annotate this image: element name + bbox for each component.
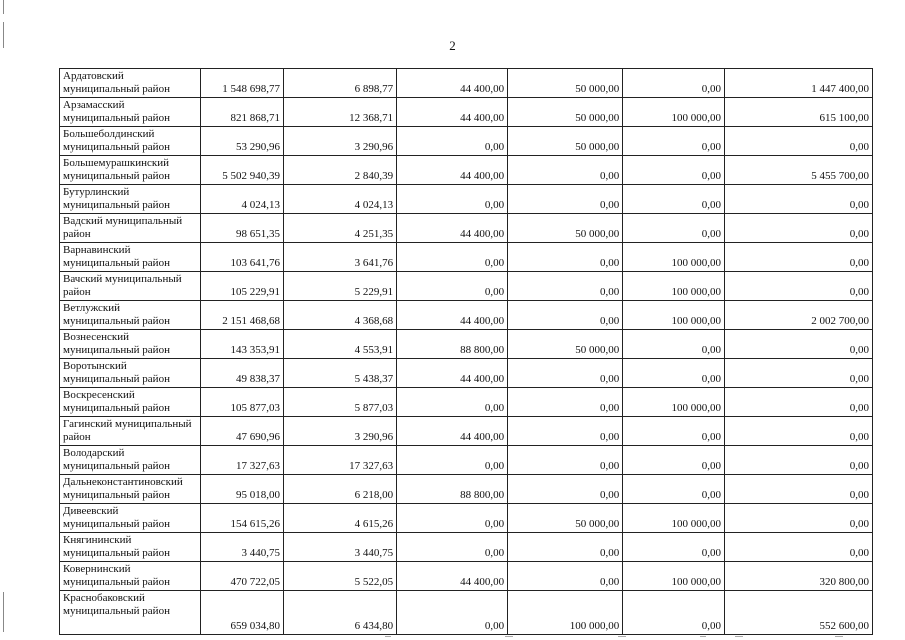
amount-cell-col-3: 44 400,00 [397,359,508,388]
amount-cell-col-3: 44 400,00 [397,301,508,330]
table-row [60,214,873,243]
district-name-cell: Дальнеконстантиновский муниципальный район [60,475,201,504]
table-row [60,301,873,330]
amount-cell-col-4: 100 000,00 [508,591,623,635]
amount-cell-col-1: 154 615,26 [200,504,283,533]
amount-cell-col-5: 100 000,00 [623,243,725,272]
amount-cell-col-3: 0,00 [397,272,508,301]
amount-cell-col-1: 5 502 940,39 [200,156,283,185]
district-name-cell: Вознесенский муниципальный район [60,330,201,359]
amount-cell-col-4: 0,00 [508,301,623,330]
amount-cell-col-5: 0,00 [623,475,725,504]
amount-cell-col-6: 615 100,00 [724,98,872,127]
district-name-cell: Ветлужский муниципальный район [60,301,201,330]
table-row [60,591,873,635]
amount-cell-col-3: 44 400,00 [397,98,508,127]
amount-cell-col-2: 5 522,05 [284,562,397,591]
amount-cell-col-5: 0,00 [623,417,725,446]
amount-cell-col-4: 0,00 [508,562,623,591]
amount-cell-col-2: 4 024,13 [284,185,397,214]
amount-cell-col-2: 4 251,35 [284,214,397,243]
district-name-cell: Ардатовский муниципальный район [60,69,201,98]
amount-cell-col-2: 6 898,77 [284,69,397,98]
amount-cell-col-1: 49 838,37 [200,359,283,388]
amount-cell-col-3: 0,00 [397,185,508,214]
amount-cell-col-1: 47 690,96 [200,417,283,446]
amount-cell-col-4: 0,00 [508,446,623,475]
amount-cell-col-6: 0,00 [724,243,872,272]
amount-cell-col-1: 105 229,91 [200,272,283,301]
table-row [60,388,873,417]
amount-cell-col-2: 4 615,26 [284,504,397,533]
district-name-cell: Дивеевский муниципальный район [60,504,201,533]
amount-cell-col-2: 5 877,03 [284,388,397,417]
amount-cell-col-3: 44 400,00 [397,156,508,185]
table-row [60,533,873,562]
amount-cell-col-2: 4 553,91 [284,330,397,359]
district-name-cell: Бутурлинский муниципальный район [60,185,201,214]
amount-cell-col-5: 100 000,00 [623,388,725,417]
budget-table-body [60,69,873,635]
amount-cell-col-1: 4 024,13 [200,185,283,214]
amount-cell-col-2: 5 229,91 [284,272,397,301]
amount-cell-col-4: 0,00 [508,156,623,185]
amount-cell-col-3: 88 800,00 [397,330,508,359]
amount-cell-col-3: 0,00 [397,591,508,635]
amount-cell-col-2: 3 290,96 [284,127,397,156]
amount-cell-col-3: 0,00 [397,127,508,156]
amount-cell-col-2: 3 440,75 [284,533,397,562]
amount-cell-col-6: 0,00 [724,330,872,359]
amount-cell-col-5: 0,00 [623,359,725,388]
district-name-cell: Варнавинский муниципальный район [60,243,201,272]
table-row [60,69,873,98]
amount-cell-col-4: 50 000,00 [508,69,623,98]
table-row [60,359,873,388]
page-number: 2 [449,38,456,53]
amount-cell-col-6: 0,00 [724,533,872,562]
amount-cell-col-4: 0,00 [508,272,623,301]
amount-cell-col-5: 100 000,00 [623,98,725,127]
table-row [60,272,873,301]
amount-cell-col-1: 95 018,00 [200,475,283,504]
amount-cell-col-1: 1 548 698,77 [200,69,283,98]
amount-cell-col-2: 17 327,63 [284,446,397,475]
district-name-cell: Арзамасский муниципальный район [60,98,201,127]
amount-cell-col-1: 659 034,80 [200,591,283,635]
amount-cell-col-1: 2 151 468,68 [200,301,283,330]
district-name-cell: Большеболдинский муниципальный район [60,127,201,156]
amount-cell-col-4: 0,00 [508,533,623,562]
amount-cell-col-6: 0,00 [724,388,872,417]
bottom-scan-marks [0,632,905,640]
amount-cell-col-1: 821 868,71 [200,98,283,127]
amount-cell-col-4: 50 000,00 [508,98,623,127]
amount-cell-col-6: 0,00 [724,127,872,156]
amount-cell-col-5: 100 000,00 [623,272,725,301]
amount-cell-col-5: 100 000,00 [623,301,725,330]
table-row [60,243,873,272]
district-name-cell: Володарский муниципальный район [60,446,201,475]
amount-cell-col-4: 0,00 [508,359,623,388]
amount-cell-col-2: 6 434,80 [284,591,397,635]
amount-cell-col-4: 0,00 [508,475,623,504]
table-row [60,98,873,127]
amount-cell-col-6: 0,00 [724,504,872,533]
table-row [60,562,873,591]
amount-cell-col-6: 0,00 [724,417,872,446]
amount-cell-col-6: 0,00 [724,475,872,504]
amount-cell-col-3: 44 400,00 [397,214,508,243]
amount-cell-col-6: 320 800,00 [724,562,872,591]
amount-cell-col-5: 0,00 [623,591,725,635]
amount-cell-col-4: 50 000,00 [508,127,623,156]
table-row [60,156,873,185]
amount-cell-col-5: 0,00 [623,214,725,243]
amount-cell-col-2: 5 438,37 [284,359,397,388]
amount-cell-col-6: 5 455 700,00 [724,156,872,185]
district-name-cell: Воскресенский муниципальный район [60,388,201,417]
amount-cell-col-3: 0,00 [397,388,508,417]
amount-cell-col-1: 3 440,75 [200,533,283,562]
amount-cell-col-6: 552 600,00 [724,591,872,635]
amount-cell-col-1: 470 722,05 [200,562,283,591]
amount-cell-col-5: 100 000,00 [623,562,725,591]
amount-cell-col-1: 17 327,63 [200,446,283,475]
amount-cell-col-6: 0,00 [724,185,872,214]
table-row [60,185,873,214]
table-row [60,330,873,359]
amount-cell-col-1: 53 290,96 [200,127,283,156]
amount-cell-col-5: 0,00 [623,156,725,185]
amount-cell-col-4: 50 000,00 [508,214,623,243]
amount-cell-col-4: 50 000,00 [508,330,623,359]
district-name-cell: Вадский муниципальный район [60,214,201,243]
amount-cell-col-5: 0,00 [623,127,725,156]
budget-table [59,68,873,635]
amount-cell-col-6: 0,00 [724,359,872,388]
amount-cell-col-2: 3 641,76 [284,243,397,272]
left-margin-mark-bottom [3,592,4,632]
amount-cell-col-4: 0,00 [508,388,623,417]
district-name-cell: Воротынский муниципальный район [60,359,201,388]
district-name-cell: Гагинский муниципальный район [60,417,201,446]
amount-cell-col-6: 0,00 [724,272,872,301]
amount-cell-col-5: 0,00 [623,446,725,475]
amount-cell-col-5: 0,00 [623,533,725,562]
amount-cell-col-5: 0,00 [623,330,725,359]
amount-cell-col-3: 44 400,00 [397,69,508,98]
amount-cell-col-5: 0,00 [623,185,725,214]
district-name-cell: Ковернинский муниципальный район [60,562,201,591]
table-row [60,475,873,504]
table-row [60,417,873,446]
table-row [60,127,873,156]
table-row [60,504,873,533]
amount-cell-col-6: 2 002 700,00 [724,301,872,330]
amount-cell-col-3: 44 400,00 [397,417,508,446]
amount-cell-col-4: 0,00 [508,185,623,214]
district-name-cell: Большемурашкинский муниципальный район [60,156,201,185]
amount-cell-col-3: 44 400,00 [397,562,508,591]
amount-cell-col-3: 0,00 [397,243,508,272]
amount-cell-col-1: 143 353,91 [200,330,283,359]
district-name-cell: Вачский муниципальный район [60,272,201,301]
amount-cell-col-2: 4 368,68 [284,301,397,330]
amount-cell-col-2: 3 290,96 [284,417,397,446]
amount-cell-col-2: 12 368,71 [284,98,397,127]
amount-cell-col-3: 0,00 [397,533,508,562]
amount-cell-col-4: 50 000,00 [508,504,623,533]
amount-cell-col-1: 98 651,35 [200,214,283,243]
amount-cell-col-2: 6 218,00 [284,475,397,504]
amount-cell-col-1: 105 877,03 [200,388,283,417]
amount-cell-col-2: 2 840,39 [284,156,397,185]
amount-cell-col-5: 0,00 [623,69,725,98]
amount-cell-col-4: 0,00 [508,417,623,446]
district-name-cell: Княгининский муниципальный район [60,533,201,562]
amount-cell-col-4: 0,00 [508,243,623,272]
amount-cell-col-3: 88 800,00 [397,475,508,504]
table-row [60,446,873,475]
amount-cell-col-3: 0,00 [397,446,508,475]
amount-cell-col-5: 100 000,00 [623,504,725,533]
left-margin-mark-top [3,0,4,14]
district-name-cell: Краснобаковский муниципальный район [60,591,201,635]
amount-cell-col-6: 0,00 [724,446,872,475]
amount-cell-col-6: 1 447 400,00 [724,69,872,98]
amount-cell-col-3: 0,00 [397,504,508,533]
amount-cell-col-1: 103 641,76 [200,243,283,272]
amount-cell-col-6: 0,00 [724,214,872,243]
